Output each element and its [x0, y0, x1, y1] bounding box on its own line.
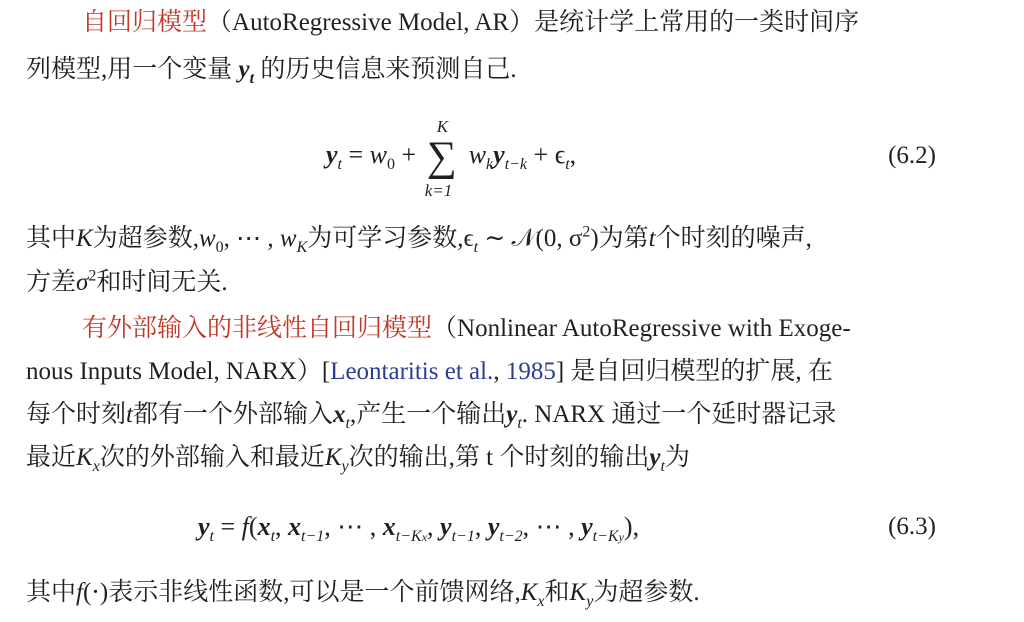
math-op: , ⋯ , — [223, 225, 280, 252]
math-op: , — [275, 512, 289, 541]
text: , — [493, 358, 506, 385]
text: 和时间无关. — [96, 269, 228, 296]
math-y: $y_t$ — [238, 56, 255, 87]
math-y: y — [326, 140, 338, 169]
text: 次的输出,第 t 个时刻的输出 — [348, 444, 650, 471]
math-sub: t−1 — [301, 528, 325, 546]
math-y: y — [493, 140, 505, 169]
math-sub: t — [337, 156, 342, 174]
math-op: = — [342, 140, 370, 169]
text: nous Inputs Model, NARX）[ — [26, 358, 331, 385]
paragraph-3-line-1 — [82, 314, 851, 344]
math-sub: y — [341, 458, 349, 475]
math-w: w — [198, 225, 216, 252]
math-sub: t — [249, 70, 255, 87]
math-x: x — [288, 512, 302, 541]
text: 的历史信息来预测自己. — [260, 56, 517, 83]
math-op: , — [569, 140, 577, 169]
math-sigma: σ — [76, 269, 89, 296]
text: ,产生一个输出 — [349, 401, 507, 428]
text: 为超参数. — [593, 579, 700, 606]
math-sub: t — [473, 239, 479, 256]
math-sub: t−k — [504, 156, 528, 174]
math-sub: x — [92, 458, 100, 475]
math-w: w — [468, 140, 487, 169]
math-K: K — [324, 444, 342, 471]
math-sub: t — [565, 156, 570, 174]
sum-upper: K — [436, 117, 449, 137]
math-sub: t — [345, 415, 350, 432]
paragraph-1-line-1 — [82, 8, 859, 38]
text: ] 是自回归模型的扩展, 在 — [555, 358, 833, 385]
math-op: + ϵ — [527, 140, 566, 169]
math-t: t — [126, 401, 133, 428]
math-sub: 0 — [387, 156, 396, 174]
math-f: f — [76, 579, 83, 606]
math-f: f — [241, 512, 249, 541]
text: 其中 — [26, 225, 77, 252]
math-sub: t−1 — [451, 528, 475, 546]
math-op: , — [474, 512, 488, 541]
math-sub: t−2 — [499, 528, 523, 546]
text: 最近 — [26, 444, 77, 471]
math-x: x — [332, 401, 346, 428]
math-sub: 0 — [215, 239, 224, 256]
paragraph-2-line-2 — [26, 268, 228, 298]
equation-6-3 — [198, 512, 640, 546]
math-op: = — [214, 512, 242, 541]
math-op: , ⋯ , — [522, 512, 582, 541]
math-sup: 2 — [88, 267, 97, 285]
math-sub: t — [209, 528, 214, 546]
math-op: ∼ 𝒩(0, σ — [478, 225, 583, 252]
text: 次的外部输入和最近 — [99, 444, 325, 471]
math-op: (⋅) — [82, 579, 109, 606]
math-K: K — [76, 225, 93, 252]
math-y: y — [440, 512, 452, 541]
citation-year-link[interactable]: 1985 — [505, 358, 556, 385]
math-w: w — [369, 140, 388, 169]
math-sub: t−Kx — [395, 528, 428, 546]
math-op: , ⋯ , — [324, 512, 383, 541]
text: 和 — [544, 579, 570, 606]
math-sub: x — [537, 593, 545, 610]
text: . NARX 通过一个延时器记录 — [521, 401, 837, 428]
equation-6-2 — [326, 117, 577, 201]
math-op: ), — [623, 512, 640, 541]
paragraph-3-line-4 — [26, 443, 690, 473]
math-y: y — [581, 512, 593, 541]
math-K: K — [520, 579, 538, 606]
math-op: , — [427, 512, 441, 541]
paragraph-3-line-3 — [26, 400, 836, 430]
paragraph-2-line-1 — [26, 224, 812, 254]
text: 个时刻的噪声, — [655, 225, 812, 252]
term-ar: 自回归模型 — [82, 9, 208, 36]
text: 为 — [664, 444, 690, 471]
paragraph-3-line-2 — [26, 357, 833, 387]
math-x: x — [257, 512, 271, 541]
math-y: y — [487, 512, 500, 541]
text: 表示非线性函数,可以是一个前馈网络, — [108, 579, 521, 606]
text: 列模型,用一个变量 — [26, 56, 233, 83]
math-sub: t — [270, 528, 276, 546]
text: 都有一个外部输入 — [132, 401, 333, 428]
math-eps: ϵ — [463, 225, 474, 252]
math-x: x — [382, 512, 396, 541]
sum-symbol: ∑ — [426, 134, 457, 181]
math-K: K — [569, 579, 587, 606]
text: 为超参数, — [92, 225, 199, 252]
math-sub: t−Ky — [592, 528, 624, 546]
citation-author-link[interactable]: Leontaritis et al. — [330, 358, 494, 385]
math-op: ) — [590, 225, 599, 252]
paragraph-4-line-1 — [26, 578, 700, 608]
math-sub: t — [660, 458, 665, 475]
math-sub: y — [586, 593, 594, 610]
paragraph-1-line-2 — [26, 55, 517, 85]
equation-number-6-3: (6.3) — [888, 513, 936, 540]
text: 每个时刻 — [26, 401, 127, 428]
math-y: y — [649, 444, 661, 471]
math-sub: K — [296, 239, 308, 256]
text: 方差 — [26, 269, 77, 296]
text: 其中 — [26, 579, 77, 606]
text: 为可学习参数, — [307, 225, 464, 252]
math-sup: 2 — [582, 223, 591, 241]
equation-number-6-2: (6.2) — [888, 142, 936, 169]
text: （AutoRegressive Model, AR）是统计学上常用的一类时间序 — [207, 9, 860, 36]
math-y: y — [506, 401, 518, 428]
math-K: K — [76, 444, 93, 471]
math-w: w — [279, 225, 297, 252]
summation — [423, 117, 469, 201]
math-op: + — [395, 140, 423, 169]
text: （Nonlinear AutoRegressive with Exoge- — [432, 315, 851, 342]
sum-lower: k=1 — [424, 181, 453, 201]
math-op: ( — [248, 512, 258, 541]
math-t: t — [648, 225, 656, 252]
math-sub: t — [517, 415, 522, 432]
math-sub: k — [486, 156, 494, 174]
text: 为第 — [598, 225, 649, 252]
math-y: y — [198, 512, 210, 541]
term-narx: 有外部输入的非线性自回归模型 — [82, 315, 433, 342]
